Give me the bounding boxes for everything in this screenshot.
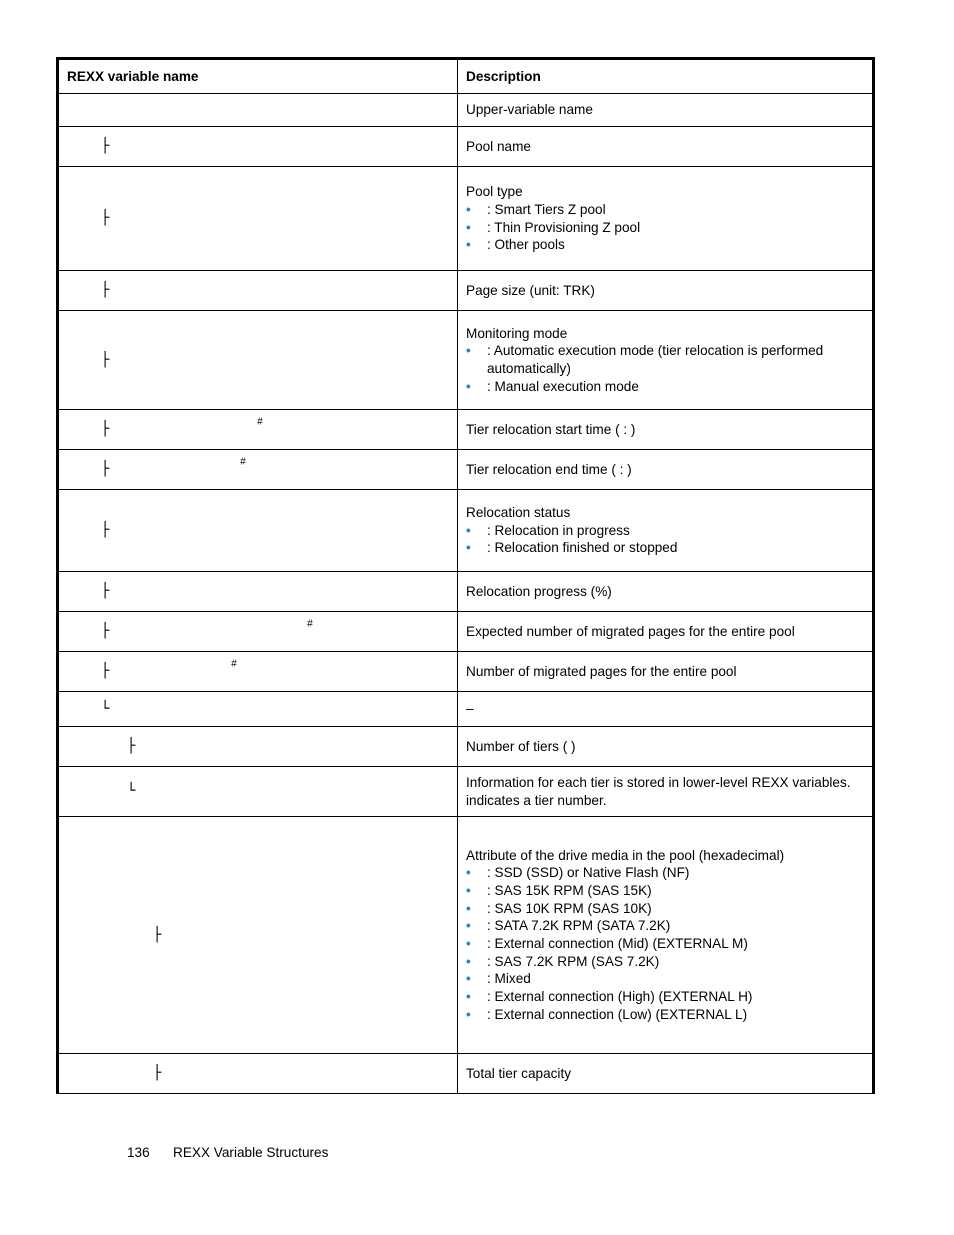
bullet-icon: • bbox=[466, 971, 471, 987]
list-item: • : SSD (SSD) or Native Flash (NF) bbox=[466, 865, 690, 881]
description-cell bbox=[458, 817, 874, 1054]
list-item: • : External connection (High) (EXTERNAL H) bbox=[466, 989, 753, 1005]
table-row bbox=[58, 817, 874, 1054]
description-text: Tier relocation end time ( : ) bbox=[466, 461, 632, 477]
bullet-icon: • bbox=[466, 989, 471, 1005]
description-cell bbox=[458, 767, 874, 817]
tree-branch-icon: ├ bbox=[101, 663, 110, 680]
hash-marker: # bbox=[240, 456, 246, 468]
list-item: • : Manual execution mode bbox=[466, 378, 639, 394]
variable-name-cell bbox=[58, 450, 458, 490]
description-cell bbox=[458, 1054, 874, 1094]
description-cell bbox=[458, 572, 874, 612]
description-text: – bbox=[466, 701, 474, 717]
tree-branch-icon: ├ bbox=[127, 738, 136, 755]
variable-name-cell bbox=[58, 490, 458, 572]
tree-branch-icon: ├ bbox=[101, 282, 110, 299]
variable-name-cell bbox=[58, 311, 458, 410]
description-cell bbox=[458, 311, 874, 410]
list-item: • : Thin Provisioning Z pool bbox=[466, 219, 641, 235]
list-item: • : SATA 7.2K RPM (SATA 7.2K) bbox=[466, 918, 671, 934]
tree-branch-icon: └ bbox=[127, 783, 136, 800]
list-item: • : SAS 10K RPM (SAS 10K) bbox=[466, 900, 652, 916]
hash-marker: # bbox=[307, 618, 313, 630]
bullet-icon: • bbox=[466, 865, 471, 881]
bullet-icon: • bbox=[466, 219, 471, 235]
description-text: Monitoring mode bbox=[466, 325, 568, 341]
hash-marker: # bbox=[257, 416, 263, 428]
rexx-variable-table bbox=[56, 57, 875, 1094]
variable-name-cell bbox=[58, 612, 458, 652]
list-item: • : External connection (Mid) (EXTERNAL M) bbox=[466, 936, 748, 951]
description-text: Pool name bbox=[466, 138, 531, 154]
table-row bbox=[58, 167, 874, 271]
description-text: Relocation progress (%) bbox=[466, 583, 612, 599]
description-cell bbox=[458, 271, 874, 311]
variable-name-cell bbox=[58, 167, 458, 271]
table-row bbox=[58, 692, 874, 727]
table-row bbox=[58, 727, 874, 767]
list-item: • : Mixed bbox=[466, 971, 531, 987]
description-cell bbox=[458, 652, 874, 692]
description-text: Number of migrated pages for the entire pool bbox=[466, 663, 737, 679]
table-row bbox=[58, 767, 874, 817]
description-cell bbox=[458, 727, 874, 767]
variable-name-cell bbox=[58, 692, 458, 727]
table-row bbox=[58, 612, 874, 652]
section-title: REXX Variable Structures bbox=[173, 1145, 329, 1160]
table-row bbox=[58, 271, 874, 311]
bullet-icon: • bbox=[466, 882, 471, 898]
list-item: • : Relocation in progress bbox=[466, 522, 630, 538]
bullet-icon: • bbox=[466, 918, 471, 934]
tree-branch-icon: ├ bbox=[101, 351, 110, 368]
table-row bbox=[58, 450, 874, 490]
table-row bbox=[58, 572, 874, 612]
header-description: Description bbox=[458, 59, 874, 94]
list-item: • : External connection (Low) (EXTERNAL L) bbox=[466, 1006, 748, 1022]
list-item: • : SAS 15K RPM (SAS 15K) bbox=[466, 882, 652, 898]
variable-name-cell bbox=[58, 410, 458, 450]
table-row bbox=[58, 410, 874, 450]
bullet-icon: • bbox=[466, 522, 471, 538]
description-cell bbox=[458, 692, 874, 727]
table-row bbox=[58, 311, 874, 410]
tree-branch-icon: ├ bbox=[153, 1065, 162, 1082]
bullet-list bbox=[466, 522, 864, 557]
tree-branch-icon: ├ bbox=[101, 583, 110, 600]
bullet-icon: • bbox=[466, 540, 471, 556]
description-cell bbox=[458, 612, 874, 652]
description-text: Relocation status bbox=[466, 504, 571, 520]
list-item: • : SAS 7.2K RPM (SAS 7.2K) bbox=[466, 953, 660, 969]
bullet-icon: • bbox=[466, 936, 471, 951]
description-text: Attribute of the drive media in the pool (hexadecimal) bbox=[466, 847, 785, 863]
description-text: Page size (unit: TRK) bbox=[466, 282, 595, 298]
tree-branch-icon: ├ bbox=[101, 522, 110, 539]
bullet-icon: • bbox=[466, 201, 471, 217]
bullet-icon: • bbox=[466, 1006, 471, 1022]
description-text: Pool type bbox=[466, 184, 523, 200]
variable-name-cell bbox=[58, 572, 458, 612]
description-cell bbox=[458, 450, 874, 490]
variable-name-cell bbox=[58, 94, 458, 127]
bullet-icon: • bbox=[466, 237, 471, 253]
hash-marker: # bbox=[231, 658, 237, 670]
table-row bbox=[58, 490, 874, 572]
variable-name-cell bbox=[58, 652, 458, 692]
bullet-icon: • bbox=[466, 343, 471, 359]
table-row bbox=[58, 652, 874, 692]
bullet-icon: • bbox=[466, 378, 471, 394]
table-header-row bbox=[58, 59, 874, 94]
variable-name-cell bbox=[58, 817, 458, 1054]
bullet-icon: • bbox=[466, 900, 471, 916]
tree-branch-icon: ├ bbox=[101, 210, 110, 227]
tree-branch-icon: ├ bbox=[101, 461, 110, 478]
description-text: Number of tiers ( ) bbox=[466, 738, 576, 754]
variable-name-cell bbox=[58, 727, 458, 767]
bullet-list bbox=[466, 201, 864, 254]
tree-branch-icon: ├ bbox=[153, 926, 162, 943]
description-cell bbox=[458, 410, 874, 450]
tree-branch-icon: ├ bbox=[101, 421, 110, 438]
list-item: • : Other pools bbox=[466, 237, 565, 253]
description-cell bbox=[458, 127, 874, 167]
tree-branch-icon: ├ bbox=[101, 138, 110, 155]
table-row bbox=[58, 1054, 874, 1094]
description-text: Expected number of migrated pages for the entire pool bbox=[466, 623, 795, 639]
description-cell bbox=[458, 167, 874, 271]
bullet-list bbox=[466, 342, 864, 395]
bullet-icon: • bbox=[466, 953, 471, 969]
variable-name-cell bbox=[58, 271, 458, 311]
variable-name-cell bbox=[58, 127, 458, 167]
description-text: Information for each tier is stored in lower-level REXX variables. indicates a tier number. bbox=[466, 774, 851, 808]
description-cell bbox=[458, 490, 874, 572]
bullet-list bbox=[466, 864, 864, 1023]
variable-name-cell bbox=[58, 767, 458, 817]
table-row bbox=[58, 94, 874, 127]
tree-branch-icon: └ bbox=[101, 700, 110, 717]
list-item: • : Relocation finished or stopped bbox=[466, 540, 678, 556]
table-row bbox=[58, 127, 874, 167]
description-text: Upper-variable name bbox=[466, 102, 593, 118]
tree-branch-icon: ├ bbox=[101, 623, 110, 640]
variable-name-cell bbox=[58, 1054, 458, 1094]
list-item: • : Smart Tiers Z pool bbox=[466, 201, 606, 217]
description-text: Tier relocation start time ( : ) bbox=[466, 421, 636, 437]
header-variable-name: REXX variable name bbox=[58, 59, 458, 94]
list-item: • : Automatic execution mode (tier relocation is performed automatically) bbox=[466, 343, 824, 376]
description-text: Total tier capacity bbox=[466, 1065, 572, 1081]
page-number: 136 bbox=[127, 1145, 150, 1160]
description-cell bbox=[458, 94, 874, 127]
